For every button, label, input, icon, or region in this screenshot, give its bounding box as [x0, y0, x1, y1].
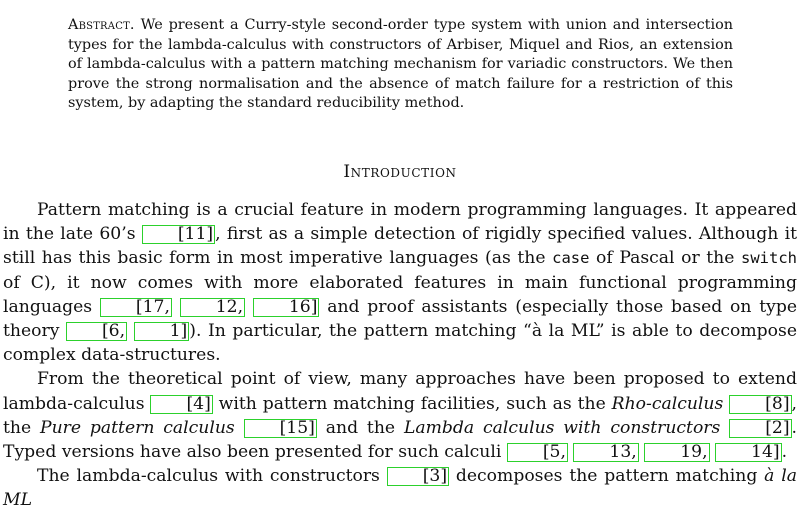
term-pure-pattern-calculus: Pure pattern calculus — [40, 417, 235, 438]
text-run: ). In particular, the pattern matching “à la ML” is able to decompose complex data-structures. — [3, 321, 797, 366]
text-run: , first as a simple detection of rigidly specified values. Although it still has this basic form in most imperative languages (as the — [3, 224, 797, 269]
term-a-la-ml: à la ML — [3, 466, 797, 511]
term-rho-calculus: Rho-calculus — [611, 393, 724, 414]
citation-2[interactable]: [2] — [729, 419, 791, 438]
text-run: Pattern matching is a crucial feature in modern programming languages. It appeared in the late 60’s — [3, 200, 797, 245]
text-run: . Typed versions have also been presented for such calculi — [3, 417, 798, 463]
citation-4[interactable]: [4] — [150, 395, 212, 414]
citation-8[interactable]: [8] — [729, 395, 791, 414]
text-run: decomposes the pattern matching — [449, 466, 765, 487]
abstract-text: We present a Curry-style second-order type system with union and intersection types for the lambda-calculus with constructors of Arbiser, Miquel and Rios, an extension of lambda-calculus with a pattern matching mechanism for variadic constructors. We then prove the strong normalisation and the absence of match failure for a restriction of this system, by adapting the standard reducibility method. — [68, 17, 734, 112]
text-run: and the — [316, 417, 404, 438]
text-run: The lambda-calculus with constructors — [37, 466, 387, 487]
text-run: and proof assistants (especially those based on type theory — [3, 296, 798, 342]
text-run: of Pascal or the — [589, 248, 741, 269]
text-run: , the — [3, 393, 797, 438]
citation-17[interactable]: [17, — [100, 298, 172, 317]
citation-19[interactable]: 19, — [644, 443, 709, 462]
citation-12[interactable]: 12, — [180, 298, 245, 317]
citation-14[interactable]: 14] — [715, 443, 782, 462]
code-case: case — [552, 249, 590, 268]
body-text — [3, 198, 797, 513]
citation-15[interactable]: [15] — [244, 419, 317, 438]
citation-6[interactable]: [6, — [66, 322, 127, 341]
text-run: From the theoretical point of view, many approaches have been proposed to extend lambda-calculus — [3, 369, 797, 414]
citation-5[interactable]: [5, — [507, 443, 568, 462]
citation-1[interactable]: 1] — [134, 322, 190, 341]
section-title: Introduction — [343, 162, 457, 182]
abstract-label: Abstract. — [68, 17, 135, 33]
text-run: . — [781, 442, 788, 463]
text-run: with pattern matching facilities, such as the — [212, 393, 612, 414]
citation-3[interactable]: [3] — [387, 467, 449, 486]
text-run: of C), it now comes with more elaborated features in main functional programming languages — [3, 272, 797, 317]
term-lambda-calculus-with-constructors: Lambda calculus with constructors — [403, 417, 721, 438]
citation-16[interactable]: 16] — [253, 298, 320, 317]
abstract — [68, 16, 733, 114]
paragraph-3 — [3, 464, 797, 512]
citation-13[interactable]: 13, — [573, 443, 638, 462]
paragraph-1 — [3, 198, 797, 367]
code-switch: switch — [741, 249, 797, 268]
citation-11[interactable]: [11] — [142, 225, 215, 244]
